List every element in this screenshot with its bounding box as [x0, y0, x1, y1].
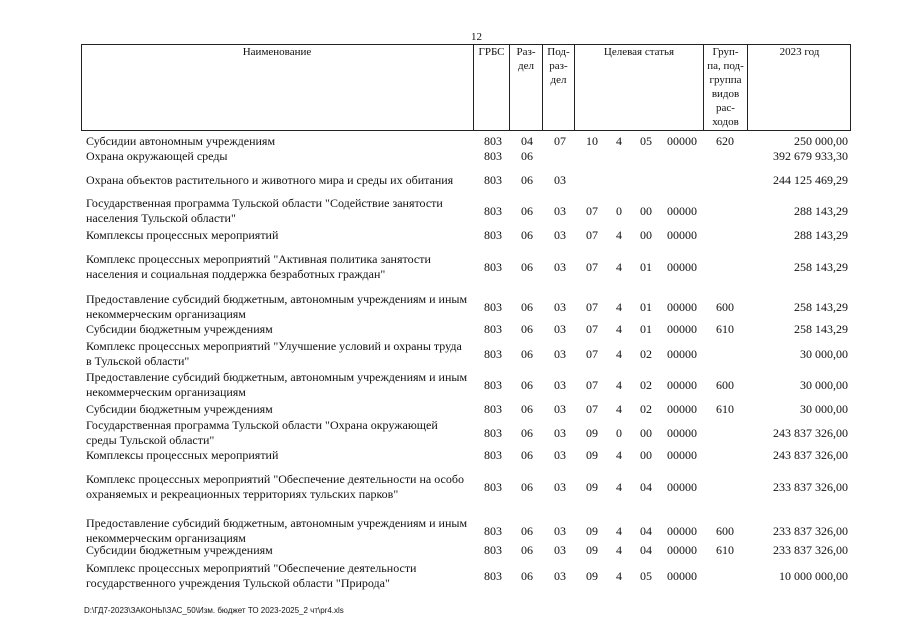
row-name: Предоставление субсидий бюджетным, автономным учреждениям и иным некоммерческим организациям — [86, 292, 468, 321]
cell-grbs: 803 — [484, 134, 502, 148]
cell-sum: 233 837 326,00 — [773, 543, 848, 557]
cell-cs1: 07 — [586, 378, 598, 392]
cell-cs2: 4 — [616, 260, 622, 274]
cell-cs3: 02 — [640, 347, 652, 361]
table-row — [0, 322, 904, 337]
cell-cs3: 05 — [640, 134, 652, 148]
cell-cs4: 00000 — [667, 543, 697, 557]
cell-cs2: 4 — [616, 524, 622, 538]
cell-rz: 06 — [521, 569, 533, 583]
cell-sum: 30 000,00 — [800, 347, 848, 361]
cell-rz: 06 — [521, 524, 533, 538]
cell-pr: 03 — [554, 300, 566, 314]
cell-cs4: 00000 — [667, 378, 697, 392]
cell-sum: 243 837 326,00 — [773, 426, 848, 440]
cell-grbs: 803 — [484, 322, 502, 336]
cell-cs2: 4 — [616, 134, 622, 148]
cell-grbs: 803 — [484, 260, 502, 274]
cell-cs3: 04 — [640, 524, 652, 538]
row-name: Субсидии бюджетным учреждениям — [86, 402, 273, 416]
cell-pr: 03 — [554, 480, 566, 494]
cell-grbs: 803 — [484, 543, 502, 557]
cell-cs3: 00 — [640, 228, 652, 242]
cell-cs1: 09 — [586, 480, 598, 494]
page-number: 12 — [471, 31, 482, 43]
table-row — [0, 370, 904, 400]
cell-cs2: 4 — [616, 378, 622, 392]
row-name: Комплекс процессных мероприятий "Обеспечение деятельности государственного учреждения Тульской области "Природа" — [86, 561, 417, 590]
table-header — [81, 44, 851, 131]
cell-cs4: 00000 — [667, 204, 697, 218]
header-name: Наименование — [242, 46, 312, 58]
cell-cs3: 02 — [640, 378, 652, 392]
cell-cs2: 0 — [616, 426, 622, 440]
cell-cs2: 4 — [616, 480, 622, 494]
cell-cs1: 09 — [586, 448, 598, 462]
cell-pr: 03 — [554, 524, 566, 538]
table-row — [0, 448, 904, 463]
cell-rz: 06 — [521, 347, 533, 361]
cell-grbs: 803 — [484, 480, 502, 494]
cell-grbs: 803 — [484, 149, 502, 163]
cell-cs4: 00000 — [667, 228, 697, 242]
row-name: Субсидии бюджетным учреждениям — [86, 543, 273, 557]
header-podrazdel: Под- раз- дел — [542, 44, 574, 131]
cell-sum: 30 000,00 — [800, 378, 848, 392]
table-row — [0, 516, 904, 546]
cell-grbs: 803 — [484, 347, 502, 361]
cell-grbs: 803 — [484, 569, 502, 583]
cell-rz: 06 — [521, 260, 533, 274]
cell-cs1: 10 — [586, 134, 598, 148]
cell-grbs: 803 — [484, 173, 502, 187]
cell-cs1: 07 — [586, 228, 598, 242]
cell-grbs: 803 — [484, 524, 502, 538]
table-row — [0, 134, 904, 149]
cell-rz: 06 — [521, 149, 533, 163]
cell-vr: 610 — [716, 322, 734, 336]
cell-cs3: 01 — [640, 322, 652, 336]
cell-vr: 600 — [716, 378, 734, 392]
cell-grbs: 803 — [484, 448, 502, 462]
table-row — [0, 173, 904, 188]
cell-pr: 03 — [554, 448, 566, 462]
cell-cs4: 00000 — [667, 300, 697, 314]
cell-vr: 600 — [716, 300, 734, 314]
cell-cs3: 00 — [640, 204, 652, 218]
cell-sum: 392 679 933,30 — [773, 149, 848, 163]
cell-cs3: 04 — [640, 543, 652, 557]
cell-cs2: 4 — [616, 448, 622, 462]
table-row — [0, 418, 904, 448]
cell-rz: 04 — [521, 134, 533, 148]
cell-cs1: 07 — [586, 300, 598, 314]
cell-cs4: 00000 — [667, 134, 697, 148]
cell-cs1: 09 — [586, 426, 598, 440]
cell-pr: 03 — [554, 228, 566, 242]
cell-cs4: 00000 — [667, 260, 697, 274]
cell-cs2: 4 — [616, 228, 622, 242]
cell-cs4: 00000 — [667, 402, 697, 416]
cell-rz: 06 — [521, 322, 533, 336]
row-name: Комплексы процессных мероприятий — [86, 448, 279, 462]
cell-pr: 03 — [554, 543, 566, 557]
cell-grbs: 803 — [484, 204, 502, 218]
cell-cs1: 07 — [586, 260, 598, 274]
cell-cs3: 02 — [640, 402, 652, 416]
cell-cs4: 00000 — [667, 569, 697, 583]
row-name: Комплекс процессных мероприятий "Обеспечение деятельности на особо охраняемых и рекреационных территориях тульских парков" — [86, 472, 464, 501]
cell-rz: 06 — [521, 173, 533, 187]
cell-sum: 288 143,29 — [794, 228, 848, 242]
cell-cs4: 00000 — [667, 480, 697, 494]
table-row — [0, 149, 904, 164]
header-year: 2023 год — [747, 44, 851, 131]
row-name: Комплекс процессных мероприятий "Активная политика занятости населения и социальная поддержка безработных граждан" — [86, 252, 431, 281]
cell-cs3: 01 — [640, 300, 652, 314]
cell-sum: 244 125 469,29 — [773, 173, 848, 187]
cell-rz: 06 — [521, 480, 533, 494]
cell-vr: 600 — [716, 524, 734, 538]
cell-cs3: 05 — [640, 569, 652, 583]
cell-cs2: 4 — [616, 569, 622, 583]
cell-cs3: 04 — [640, 480, 652, 494]
cell-pr: 03 — [554, 260, 566, 274]
table-row — [0, 292, 904, 322]
row-name: Предоставление субсидий бюджетным, автономным учреждениям и иным некоммерческим организациям — [86, 516, 468, 545]
cell-rz: 06 — [521, 402, 533, 416]
cell-pr: 03 — [554, 347, 566, 361]
row-name: Охрана окружающей среды — [86, 149, 228, 163]
cell-sum: 233 837 326,00 — [773, 480, 848, 494]
cell-pr: 03 — [554, 173, 566, 187]
cell-cs4: 00000 — [667, 322, 697, 336]
row-name: Государственная программа Тульской области "Содействие занятости населения Тульской области" — [86, 196, 443, 225]
cell-grbs: 803 — [484, 378, 502, 392]
cell-cs1: 07 — [586, 402, 598, 416]
table-row — [0, 339, 904, 369]
row-name: Субсидии бюджетным учреждениям — [86, 322, 273, 336]
cell-rz: 06 — [521, 228, 533, 242]
cell-sum: 258 143,29 — [794, 322, 848, 336]
cell-vr: 610 — [716, 402, 734, 416]
table-row — [0, 196, 904, 226]
cell-cs2: 4 — [616, 402, 622, 416]
cell-rz: 06 — [521, 300, 533, 314]
header-group: Груп- па, под- группа видов рас- ходов — [703, 44, 747, 131]
row-name: Комплекс процессных мероприятий "Улучшение условий и охраны труда в Тульской области" — [86, 339, 462, 368]
cell-sum: 258 143,29 — [794, 300, 848, 314]
table-row — [0, 252, 904, 282]
cell-cs2: 4 — [616, 300, 622, 314]
table-row — [0, 472, 904, 502]
cell-pr: 07 — [554, 134, 566, 148]
header-target: Целевая статья — [574, 44, 703, 131]
header-grbs: ГРБС — [473, 44, 509, 131]
cell-grbs: 803 — [484, 402, 502, 416]
cell-cs3: 01 — [640, 260, 652, 274]
cell-cs4: 00000 — [667, 524, 697, 538]
row-name: Субсидии автономным учреждениям — [86, 134, 276, 148]
cell-pr: 03 — [554, 569, 566, 583]
table-row — [0, 561, 904, 591]
cell-cs1: 07 — [586, 322, 598, 336]
cell-grbs: 803 — [484, 228, 502, 242]
cell-rz: 06 — [521, 426, 533, 440]
cell-grbs: 803 — [484, 426, 502, 440]
cell-cs1: 07 — [586, 204, 598, 218]
cell-sum: 243 837 326,00 — [773, 448, 848, 462]
cell-cs1: 09 — [586, 569, 598, 583]
cell-cs2: 4 — [616, 347, 622, 361]
cell-rz: 06 — [521, 543, 533, 557]
cell-cs4: 00000 — [667, 347, 697, 361]
cell-sum: 258 143,29 — [794, 260, 848, 274]
table-row — [0, 402, 904, 417]
row-name: Охрана объектов растительного и животного мира и среды их обитания — [86, 173, 454, 187]
cell-cs2: 4 — [616, 322, 622, 336]
cell-rz: 06 — [521, 204, 533, 218]
cell-pr: 03 — [554, 402, 566, 416]
cell-pr: 03 — [554, 378, 566, 392]
cell-pr: 03 — [554, 322, 566, 336]
file-path-footer: D:\ГД7-2023\ЗАКОНЫ\ЗАС_50\Изм. бюджет ТО 2023-2025_2 чт\pr4.xls — [84, 606, 344, 615]
row-name: Государственная программа Тульской области "Охрана окружающей среды Тульской области" — [86, 418, 438, 447]
cell-sum: 30 000,00 — [800, 402, 848, 416]
cell-rz: 06 — [521, 448, 533, 462]
cell-cs4: 00000 — [667, 448, 697, 462]
cell-vr: 620 — [716, 134, 734, 148]
cell-sum: 10 000 000,00 — [779, 569, 848, 583]
cell-vr: 610 — [716, 543, 734, 557]
cell-sum: 250 000,00 — [794, 134, 848, 148]
row-name: Предоставление субсидий бюджетным, автономным учреждениям и иным некоммерческим организациям — [86, 370, 468, 399]
cell-cs1: 09 — [586, 524, 598, 538]
cell-cs1: 07 — [586, 347, 598, 361]
header-razdel: Раз- дел — [509, 44, 542, 131]
cell-pr: 03 — [554, 204, 566, 218]
cell-sum: 233 837 326,00 — [773, 524, 848, 538]
cell-cs3: 00 — [640, 448, 652, 462]
cell-cs2: 0 — [616, 204, 622, 218]
cell-sum: 288 143,29 — [794, 204, 848, 218]
cell-pr: 03 — [554, 426, 566, 440]
table-row — [0, 228, 904, 243]
row-name: Комплексы процессных мероприятий — [86, 228, 279, 242]
cell-cs2: 4 — [616, 543, 622, 557]
cell-grbs: 803 — [484, 300, 502, 314]
cell-cs3: 00 — [640, 426, 652, 440]
table-row — [0, 543, 904, 558]
cell-cs1: 09 — [586, 543, 598, 557]
cell-cs4: 00000 — [667, 426, 697, 440]
cell-rz: 06 — [521, 378, 533, 392]
